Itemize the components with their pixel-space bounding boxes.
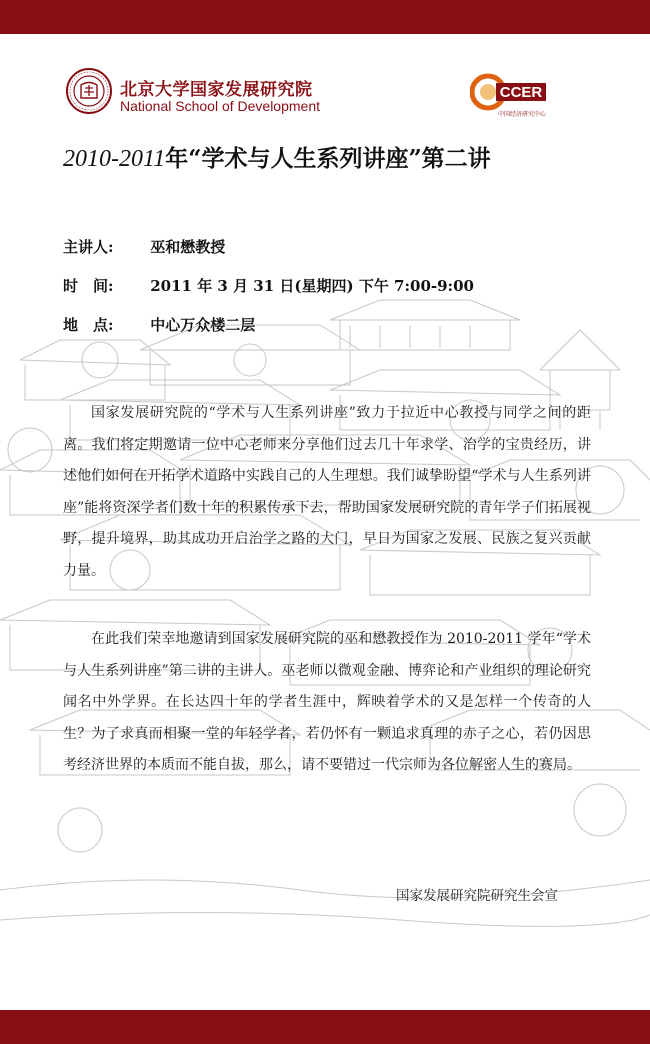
place-label: 地 点: — [63, 316, 114, 334]
invitation-paragraph: 在此我们荣幸地邀请到国家发展研究院的巫和懋教授作为 2010-2011 学年“学术与人生系列讲座”第二讲的主讲人。巫老师以微观金融、博弈论和产业组织的理论研究闻名中外学界。在长达四十年的学者生涯中，辉映着学术的又是怎样一个传奇的人生？为了求真而相聚一堂的年轻学者，若仍怀有一颗追求真理的赤子之心，若仍因思考经济世界的本质而不能自拔，那么，请不要错过一代宗师为各位解密人生的赛局。 — [63, 631, 591, 773]
title-text: 年“学术与人生系列讲座”第二讲 — [165, 145, 491, 172]
ccer-logo-text: CCER — [499, 84, 543, 101]
intro-paragraph: 国家发展研究院的“学术与人生系列讲座”致力于拉近中心教授与同学之间的距离。我们将定期邀请一位中心老师来分享他们过去几十年求学、治学的宝贵经历，讲述他们如何在开拓学术道路中实践自己的人生理想。我们诚挚盼望“学术与人生系列讲座”能将资深学者们数十年的积累传承下去，帮助国家发展研究院的青年学子们拓展视野，提升境界，助其成功开启治学之路的大门，早日为国家之发展、民族之复兴贡献力量。 — [63, 405, 591, 579]
signature: 国家发展研究院研究生会宣 — [396, 888, 558, 904]
org-name-en: National School of Development — [120, 98, 321, 114]
page-title — [63, 140, 603, 173]
bottom-border-bar — [0, 1010, 650, 1044]
top-border-bar — [0, 0, 650, 34]
speaker-row — [63, 236, 225, 257]
speaker-label: 主讲人: — [63, 238, 114, 256]
ccer-logo-icon — [470, 70, 550, 122]
ccer-logo-subtitle: 中国经济研究中心 — [497, 111, 547, 118]
courtyard-ink-illustration — [0, 290, 650, 950]
speaker-value: 巫和懋教授 — [150, 238, 226, 256]
time-label: 时 间: — [63, 277, 114, 295]
time-value: 2011 年 3 月 31 日(星期四) 下午 7:00-9:00 — [150, 277, 474, 295]
org-name-cn: 北京大学国家发展研究院 — [120, 80, 313, 100]
pku-seal-icon — [66, 68, 112, 114]
place-value: 中心万众楼二层 — [150, 316, 256, 334]
title-years: 2010-2011 — [63, 146, 166, 172]
